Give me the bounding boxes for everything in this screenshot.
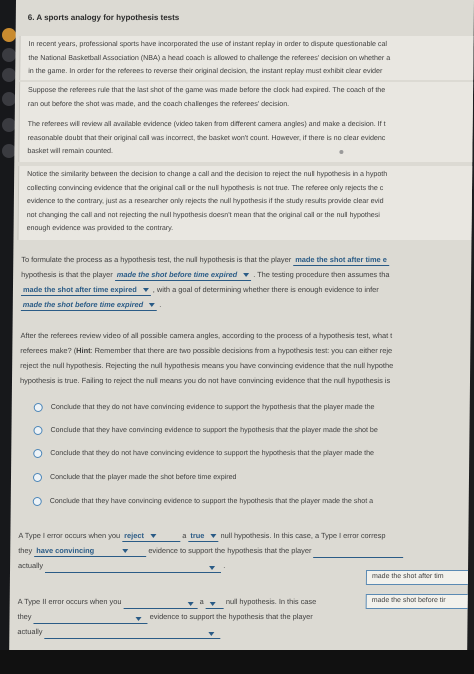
answer-option-2[interactable]: [33, 423, 377, 437]
chevron-down-icon: [150, 534, 156, 538]
dropdown-value: true: [190, 531, 205, 540]
similarity-line: evidence to the contrary, just as a researcher only rejects the null hypothesis if the study results provide clear evid: [26, 197, 384, 205]
question-line: hypothesis is true. Failing to reject the null means you do not have convincing evidence that the null hypothesis is: [19, 376, 391, 385]
type1-text: a: [182, 531, 187, 540]
intro-box: [19, 36, 474, 80]
dropdown-value: made the shot after time expired: [22, 285, 137, 294]
type1-text: actually: [18, 561, 44, 570]
chevron-down-icon: [243, 273, 249, 277]
question-title: 6. A sports analogy for hypothesis tests: [27, 13, 180, 22]
assumption-dropdown[interactable]: [21, 284, 151, 296]
type1-section: [14, 528, 472, 573]
formulation-text: To formulate the process as a hypothesis test, the null hypothesis is that the player: [21, 255, 292, 264]
intro-line: the National Basketball Association (NBA) a head coach is allowed to challenge the referees' decision on whether a: [28, 53, 391, 62]
radio-button[interactable]: [33, 426, 42, 435]
null-hypothesis-dropdown[interactable]: [293, 254, 389, 266]
hint-label: Hint: [76, 346, 91, 355]
send-icon[interactable]: [2, 48, 16, 62]
refresh-icon[interactable]: [2, 92, 16, 106]
type2-text: null hypothesis. In this case: [225, 597, 317, 606]
answer-option-3[interactable]: [33, 446, 374, 460]
type1-action-dropdown[interactable]: [122, 530, 180, 542]
answer-option-4[interactable]: [33, 470, 237, 484]
chevron-down-icon: [143, 288, 149, 292]
type2-text: they: [17, 612, 32, 621]
similarity-line: collecting convincing evidence that the original call or the null hypothesis is not true. The referee only rejects the c: [26, 183, 384, 192]
chevron-down-icon: [149, 303, 155, 307]
formulation-section: [17, 252, 474, 312]
question-line: After the referees review video of all possible camera angles, according to the process of a hypothesis test, what t: [20, 331, 393, 340]
similarity-box: [17, 166, 474, 240]
scenario-line: Suppose the referees rule that the last shot of the game was made before the clock had expired. The coach of the: [28, 86, 386, 94]
type1-truth-dropdown[interactable]: [188, 530, 218, 542]
review-line: reasonable doubt that their original call was incorrect, the basket won't count. However, if there is no clear evidenc: [27, 133, 386, 142]
formulation-text: .: [159, 300, 162, 309]
option-label: Conclude that they do not have convincing evidence to support the hypothesis that the player made the: [50, 403, 375, 411]
type1-evidence-dropdown[interactable]: [34, 545, 146, 557]
type1-text: they: [18, 546, 33, 555]
question-text: : Remember that there are two possible decisions from a hypothesis test: you can either reje: [90, 346, 393, 355]
dropdown-option-label: made the shot after tim: [371, 573, 444, 580]
option-label: Conclude that the player made the shot before time expired: [49, 473, 237, 481]
inference-dropdown[interactable]: [21, 299, 157, 311]
answer-option-1[interactable]: [34, 400, 375, 414]
type2-evidence-dropdown[interactable]: [34, 613, 148, 624]
scenario-box: [19, 82, 474, 114]
dropdown-value: made the shot before time expired: [116, 270, 238, 279]
radio-button[interactable]: [34, 403, 43, 412]
question-page: [9, 0, 474, 650]
chevron-down-icon: [208, 632, 214, 636]
type1-text: evidence to support the hypothesis that the player: [148, 546, 312, 555]
chevron-down-icon: [209, 566, 215, 570]
intro-line: In recent years, professional sports have incorporated the use of instant replay in order to dispute questionable cal: [28, 40, 388, 48]
type2-text: A Type II error occurs when you: [17, 597, 122, 606]
review-line: basket will remain counted.: [27, 147, 114, 155]
question-text: referees make? (: [20, 346, 77, 355]
dropdown-option-label: made the shot before tir: [371, 597, 446, 604]
chevron-down-icon: [122, 549, 128, 553]
question-section: [16, 328, 474, 388]
type2-actual-dropdown[interactable]: [44, 628, 220, 639]
formulation-text: hypothesis is that the player: [21, 270, 113, 279]
option-label: Conclude that they have convincing evidence to support the hypothesis that the player made the shot be: [50, 426, 378, 434]
screen-bezel: [0, 650, 474, 674]
answer-option-5[interactable]: [33, 494, 374, 508]
type2-section: [13, 594, 471, 639]
dropdown-value: made the shot after time e: [295, 255, 387, 264]
type2-text: evidence to support the hypothesis that the player: [149, 612, 313, 621]
dropdown-value: have convincing: [36, 546, 95, 555]
radio-button[interactable]: [33, 473, 42, 482]
similarity-line: enough evidence was provided to the contrary.: [26, 224, 174, 232]
review-box: [18, 114, 474, 162]
question-line: reject the null hypothesis. Rejecting the null hypothesis means you have convincing evidence that the null hypothe: [20, 361, 394, 370]
type1-actual-dropdown[interactable]: [45, 562, 221, 573]
radio-button[interactable]: [33, 497, 42, 506]
type1-text: null hypothesis. In this case, a Type I error corresp: [220, 531, 386, 540]
type2-text: actually: [17, 627, 43, 636]
formulation-text: , with a goal of determining whether there is enough evidence to infer: [152, 285, 379, 294]
chevron-down-icon: [188, 602, 194, 606]
similarity-line: not changing the call and not rejecting the null hypothesis doesn't mean that the original call or the null hypothesi: [26, 210, 380, 219]
type2-truth-dropdown[interactable]: [206, 598, 224, 609]
option-label: Conclude that they have convincing evidence to support the hypothesis that the player made the shot a: [49, 497, 374, 505]
type1-text: A Type I error occurs when you: [18, 531, 121, 540]
review-line: The referees will review all available evidence (video taken from different camera angles) and make a decision. If t: [27, 120, 386, 128]
app-icon[interactable]: [2, 28, 16, 42]
dropdown-value: reject: [124, 531, 144, 540]
intro-line: in the game. In order for the referees to reverse their original decision, the instant replay must exhibit clear evider: [28, 67, 383, 75]
chevron-down-icon: [136, 617, 142, 621]
option-label: Conclude that they do not have convincing evidence to support the hypothesis that the player made the: [50, 449, 375, 457]
chevron-down-icon: [210, 534, 216, 538]
chevron-down-icon: [210, 602, 216, 606]
type2-text: a: [199, 597, 204, 606]
scenario-line: ran out before the shot was made, and the coach challenges the referees' decision.: [27, 99, 290, 108]
play-icon[interactable]: [2, 68, 16, 82]
type1-player-dropdown[interactable]: [313, 549, 403, 558]
alternative-hypothesis-dropdown[interactable]: [115, 269, 251, 281]
type1-text: .: [223, 561, 226, 570]
similarity-line: Notice the similarity between the decision to change a call and the decision to reject the null hypothesis in a hypoth: [27, 170, 388, 178]
formulation-text: . The testing procedure then assumes tha: [253, 270, 390, 279]
radio-button[interactable]: [33, 449, 42, 458]
cursor-dot: [339, 150, 343, 154]
dropdown-option[interactable]: [366, 570, 474, 585]
type2-action-dropdown[interactable]: [123, 598, 197, 609]
dropdown-value: made the shot before time expired: [22, 300, 144, 309]
